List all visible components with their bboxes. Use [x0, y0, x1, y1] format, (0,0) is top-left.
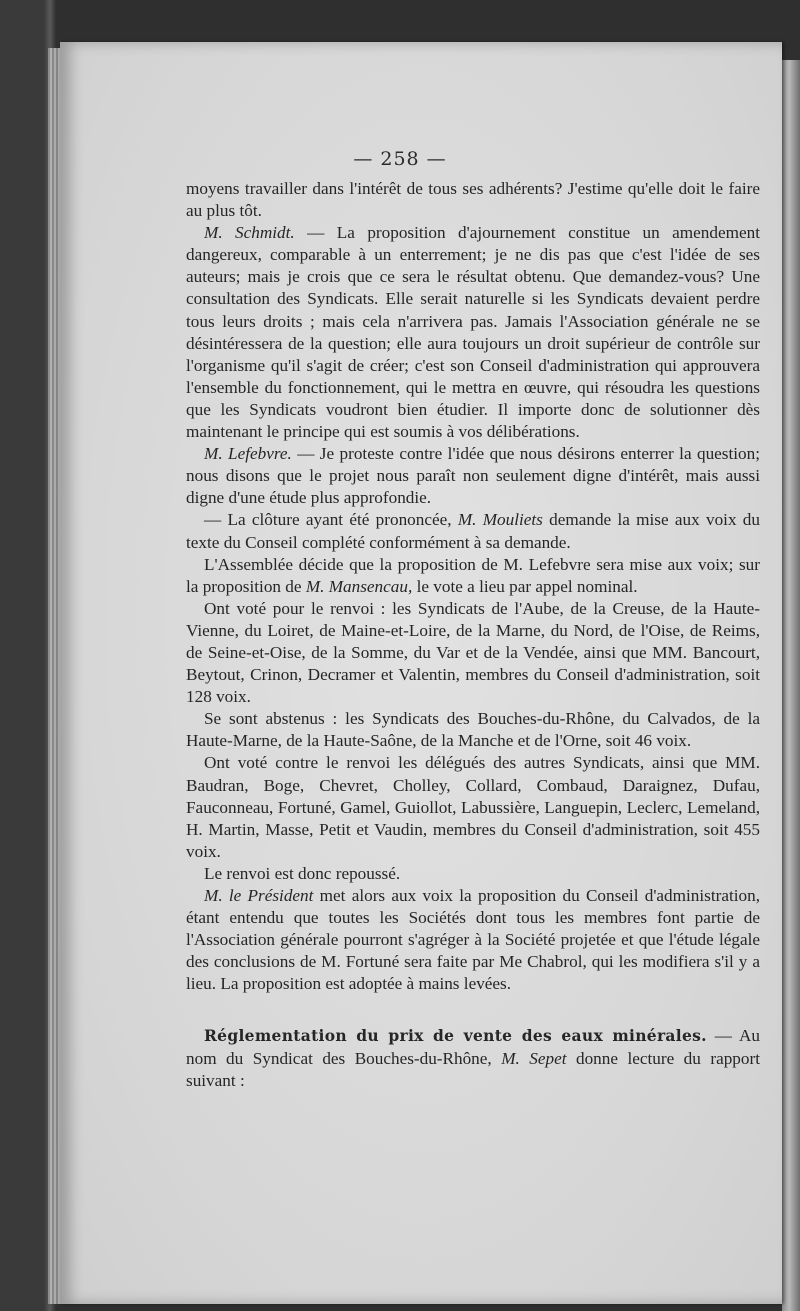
speaker-name: M. Sepet	[501, 1048, 567, 1068]
paragraph	[186, 708, 760, 752]
paragraph-text: Le renvoi est donc repoussé.	[204, 863, 401, 883]
paragraph-text: Ont voté contre le renvoi les délégués des autres Syndicats, ainsi que MM. Baudran, Boge, Chevret, Cholley, Collard, Combaud, Daraignez, Dufau, Fauconneau, Fortuné, Gamel, Guiollot, Labussière, Languepin, Leclerc, Lemeland, H. Martin, Masse, Petit et Vaudin, membres du Conseil d'administration, soit 455 voix.	[186, 753, 760, 861]
section-heading: Réglementation du prix de vente des eaux minérales.	[204, 1026, 707, 1046]
paragraph-text: le vote a lieu par appel nominal.	[412, 576, 638, 596]
speaker-name: M. Schmidt.	[204, 223, 295, 243]
paragraph-text: — Je proteste contre l'idée que nous désirons enterrer la question; nous disons que le projet nous paraît non seulement digne d'intérêt, mais aussi digne d'une étude plus approfondie.	[186, 444, 760, 508]
speaker-name: M. Mouliets	[457, 510, 543, 530]
paragraph	[186, 443, 760, 509]
paragraph	[186, 509, 760, 553]
paragraph	[186, 863, 760, 885]
paragraph	[186, 752, 760, 862]
paragraph	[186, 598, 760, 708]
speaker-name: M. le Président	[204, 886, 314, 905]
paragraph-text: demande la mise aux voix du texte du Conseil complété conformément à sa demande.	[186, 510, 760, 552]
paragraph	[186, 222, 760, 443]
paragraph-text: — La clôture ayant été prononcée,	[204, 510, 458, 530]
paragraph-text: — Au nom du Syndicat des Bouches-du-Rhône,	[186, 1026, 760, 1068]
paragraph-text: moyens travailler dans l'intérêt de tous ses adhérents? J'estime qu'elle doit le faire au plus tôt.	[186, 179, 760, 221]
paragraph-text: donne lecture du rapport suivant :	[186, 1048, 760, 1090]
speaker-name: M. Mansencau,	[305, 576, 413, 596]
body-text	[186, 178, 760, 1092]
section-paragraph	[186, 1025, 760, 1091]
paragraph	[186, 554, 760, 598]
paragraph-text: L'Assemblée décide que la proposition de M. Lefebvre sera mise aux voix; sur la proposition de	[186, 554, 760, 596]
page-number: — 258 —	[353, 148, 447, 170]
book-binding-edge	[782, 60, 800, 1311]
paragraph-text: Se sont abstenus : les Syndicats des Bouches-du-Rhône, du Calvados, de la Haute-Marne, de la Haute-Saône, de la Manche et de l'Orne, soit 46 voix.	[186, 709, 760, 751]
speaker-name: M. Lefebvre.	[204, 444, 292, 464]
paragraph-text: Ont voté pour le renvoi : les Syndicats de l'Aube, de la Creuse, de la Haute-Vienne, du Loiret, de Maine-et-Loire, de la Marne, du Nord, de l'Oise, de Reims, de Seine-et-Oise, de la Somme, du Var et de la Vendée, ainsi que MM. Bancourt, Beytout, Crinon, Decramer et Valentin, membres du Conseil d'administration, soit 128 voix.	[186, 598, 760, 707]
paragraph-text: — La proposition d'ajournement constitue un amendement dangereux, comparable à un enterrement; je ne dis pas que c'est l'idée de ses auteurs; mais je crois que ce sera le résultat obtenu. Que demandez-vous? Une consultation des Syndicats. Elle serait naturelle si les Syndicats devaient perdre tous leurs droits ; mais cela n'arrivera pas. Jamais l'Association générale ne se désintéressera de la question; elle aura toujours un droit supérieur de contrôle sur l'organisme qu'il s'agit de créer; c'est son Conseil d'administration qui approuvera l'ensemble du fonctionnement, qui le mettra en œuvre, qui résoudra les questions que les Syndicats voudront bien étudier. Il importe donc de solutionner dès maintenant le principe qui est soumis à vos délibérations.	[186, 223, 760, 442]
paragraph	[186, 178, 760, 222]
paragraph	[186, 885, 760, 995]
paragraph-text: met alors aux voix la proposition du Conseil d'administration, étant entendu que toutes les Sociétés dont tous les membres font partie de l'Association générale pourront s'agréger à la Société projetée et que l'étude légale des conclusions de M. Fortuné sera faite par Me Chabrol, qui les modifiera s'il y a lieu. La proposition est adoptée à mains levées.	[186, 886, 761, 994]
